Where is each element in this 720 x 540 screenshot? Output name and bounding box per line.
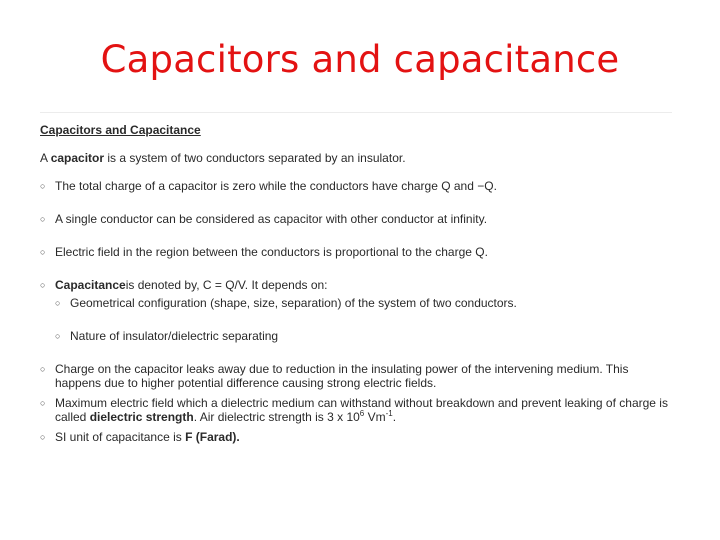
list-item-text: is denoted by, C = Q/V. It depends on: xyxy=(125,278,328,292)
sub-bullet-list xyxy=(55,296,672,343)
list-item xyxy=(40,396,672,424)
circle-bullet-icon: ○ xyxy=(40,214,46,224)
list-item xyxy=(40,430,672,444)
circle-bullet-icon: ○ xyxy=(55,331,61,341)
list-item xyxy=(40,245,672,259)
sub-list-item-text: Nature of insulator/dielectric separating xyxy=(70,329,279,343)
circle-bullet-icon: ○ xyxy=(40,364,46,374)
document-body xyxy=(40,112,672,450)
capacitor-term: capacitor xyxy=(50,151,105,165)
circle-bullet-icon: ○ xyxy=(40,280,46,290)
circle-bullet-icon: ○ xyxy=(40,181,46,191)
unit-text: Vm xyxy=(364,410,386,424)
circle-bullet-icon: ○ xyxy=(55,298,61,308)
circle-bullet-icon: ○ xyxy=(40,247,46,257)
list-item-text: SI unit of capacitance is xyxy=(55,430,186,444)
list-item xyxy=(40,278,672,343)
sub-list-item xyxy=(55,296,672,310)
slide-title: Capacitors and capacitance xyxy=(100,38,620,81)
circle-bullet-icon: ○ xyxy=(40,432,46,442)
dielectric-strength-term: dielectric strength xyxy=(89,410,194,424)
unit-exponent: -1 xyxy=(385,409,393,418)
list-item xyxy=(40,212,672,226)
sub-list-item-text: Geometrical configuration (shape, size, separation) of the system of two conductors. xyxy=(70,296,517,310)
farad-term: F (Farad). xyxy=(185,430,240,444)
capacitance-term: Capacitance xyxy=(55,278,126,292)
sub-list-item xyxy=(55,329,672,343)
bullet-list xyxy=(40,179,672,444)
circle-bullet-icon: ○ xyxy=(40,398,46,408)
intro-paragraph xyxy=(40,151,672,165)
list-item-text: . xyxy=(392,410,397,424)
list-item-text: A single conductor can be considered as capacitor with other conductor at infinity. xyxy=(55,212,488,226)
list-item xyxy=(40,179,672,193)
intro-text-rest: is a system of two conductors separated by an insulator. xyxy=(104,151,406,165)
exponent: 6 xyxy=(359,409,365,418)
list-item-text: Charge on the capacitor leaks away due to reduction in the insulating power of the intervening medium. This happens due to higher potential difference causing strong electric fields. xyxy=(55,362,629,390)
list-item-text: The total charge of a capacitor is zero while the conductors have charge Q and −Q. xyxy=(55,179,497,193)
document-heading: Capacitors and Capacitance xyxy=(40,123,201,137)
list-item-text: Electric field in the region between the conductors is proportional to the charge Q. xyxy=(55,245,488,259)
list-item xyxy=(40,362,672,390)
list-item-text: . Air dielectric strength is 3 x 10 xyxy=(193,410,360,424)
intro-text: A xyxy=(40,151,51,165)
list-item-text: Maximum electric field which a dielectric medium can withstand without breakdown and prevent leaking of charge is called xyxy=(55,396,668,424)
